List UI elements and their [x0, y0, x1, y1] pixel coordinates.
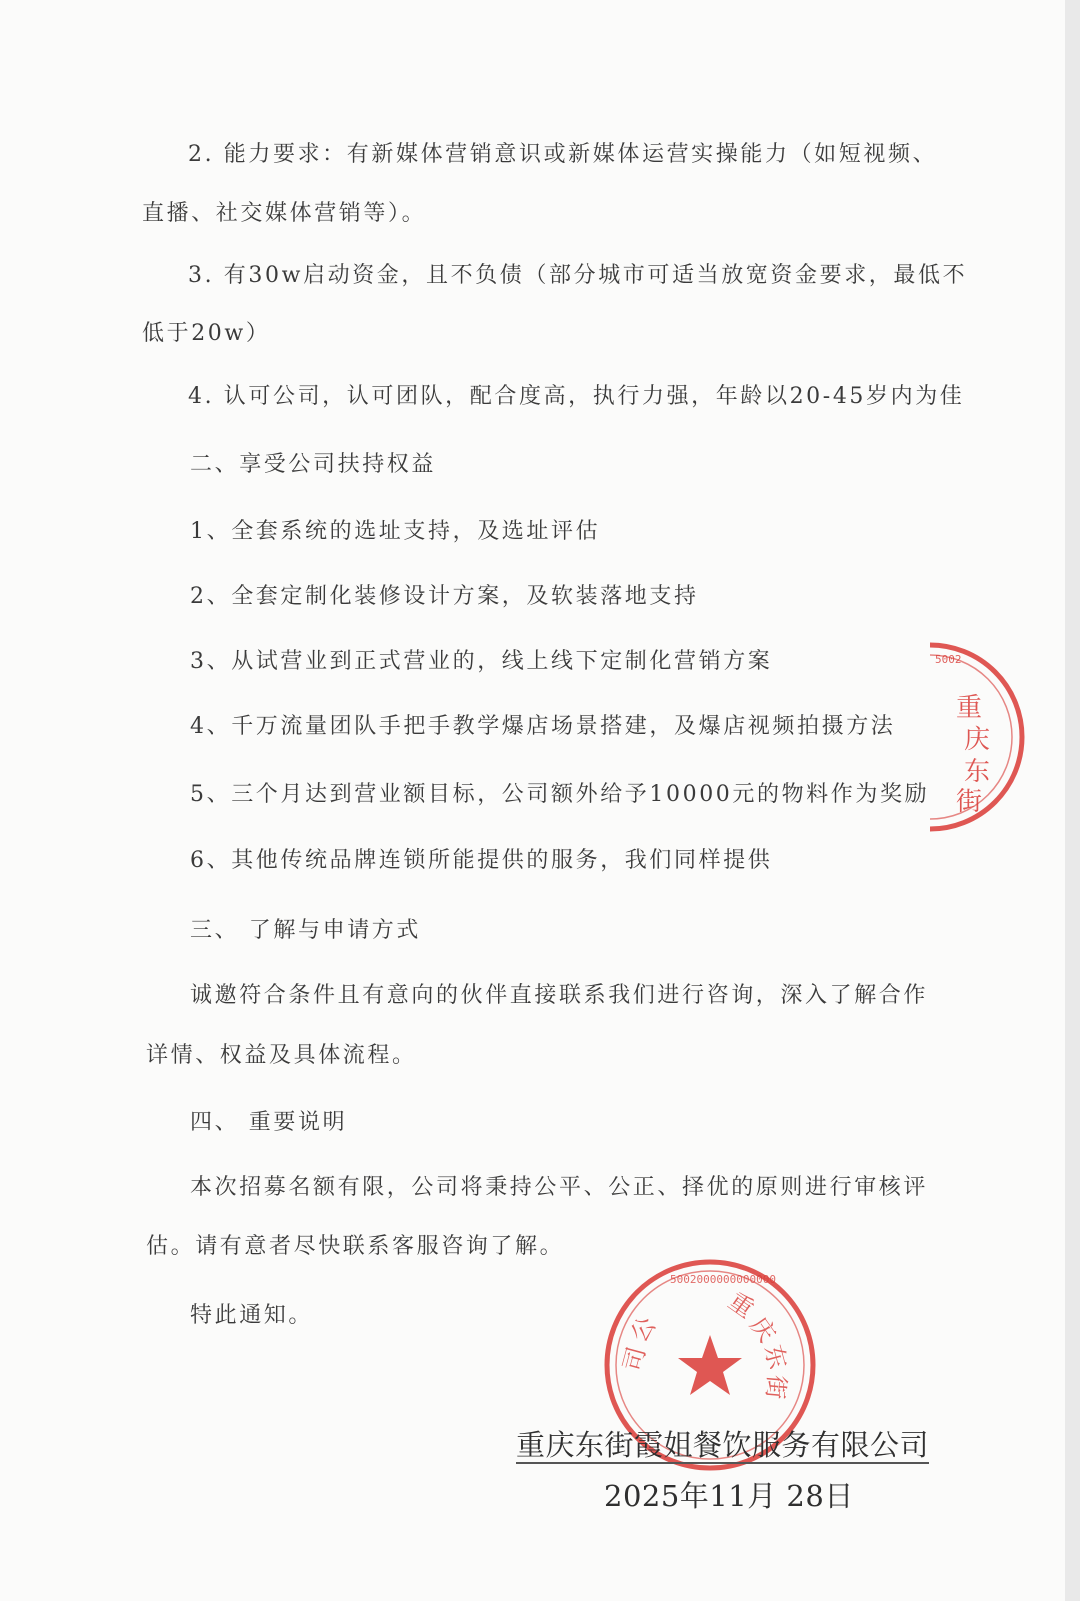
svg-text:司: 司: [617, 1343, 652, 1375]
text-line-note-1: 本次招募名额有限，公司将秉持公平、公正、择优的原则进行审核评: [190, 1175, 929, 1200]
svg-text:东: 东: [964, 757, 991, 787]
list-item-2: 2、全套定制化装修设计方案，及软装落地支持: [190, 584, 699, 609]
signature-company: 重庆东街霞姐餐饮服务有限公司: [516, 1428, 930, 1462]
svg-text:5002: 5002: [935, 653, 962, 666]
svg-text:东: 东: [758, 1341, 793, 1373]
svg-text:5002000000000000: 5002000000000000: [670, 1273, 776, 1286]
list-item-3: 3、从试营业到正式营业的，线上线下定制化营销方案: [190, 649, 773, 674]
svg-text:重: 重: [956, 693, 983, 723]
svg-text:街: 街: [760, 1373, 791, 1401]
closing-text: 特此通知。: [190, 1303, 314, 1328]
svg-text:街: 街: [956, 787, 983, 817]
signature-date: 2025年11月 28日: [604, 1479, 854, 1513]
text-line-invite-1: 诚邀符合条件且有意向的伙伴直接联系我们进行咨询，深入了解合作: [190, 983, 929, 1008]
svg-text:重: 重: [723, 1287, 760, 1324]
svg-text:庆: 庆: [744, 1311, 782, 1348]
text-line-3: 3. 有30w启动资金，且不负债（部分城市可适当放宽资金要求，最低不: [188, 263, 968, 288]
text-line-invite-2: 详情、权益及具体流程。: [146, 1043, 417, 1068]
text-line-4: 低于20w）: [142, 321, 271, 346]
list-item-5: 5、三个月达到营业额目标，公司额外给予10000元的物料作为奖励: [190, 782, 930, 807]
list-item-6: 6、其他传统品牌连锁所能提供的服务，我们同样提供: [190, 848, 773, 873]
text-line-5: 4. 认可公司，认可团队，配合度高，执行力强，年龄以20-45岁内为佳: [188, 384, 965, 409]
list-item-1: 1、全套系统的选址支持，及选址评估: [190, 519, 601, 544]
section-heading-3: 三、 了解与申请方式: [190, 918, 421, 943]
text-line-2: 直播、社交媒体营销等）。: [142, 201, 427, 226]
section-heading-2: 二、享受公司扶持权益: [190, 452, 437, 477]
section-heading-4: 四、 重要说明: [190, 1110, 348, 1135]
svg-text:公: 公: [624, 1311, 662, 1348]
text-line-1: 2. 能力要求：有新媒体营销意识或新媒体运营实操能力（如短视频、: [188, 142, 938, 167]
side-seal-stamp: [930, 630, 1065, 845]
list-item-4: 4、千万流量团队手把手教学爆店场景搭建，及爆店视频拍摄方法: [190, 714, 896, 739]
svg-text:庆: 庆: [964, 725, 991, 755]
text-line-note-2: 估。请有意者尽快联系客服咨询了解。: [146, 1234, 565, 1259]
